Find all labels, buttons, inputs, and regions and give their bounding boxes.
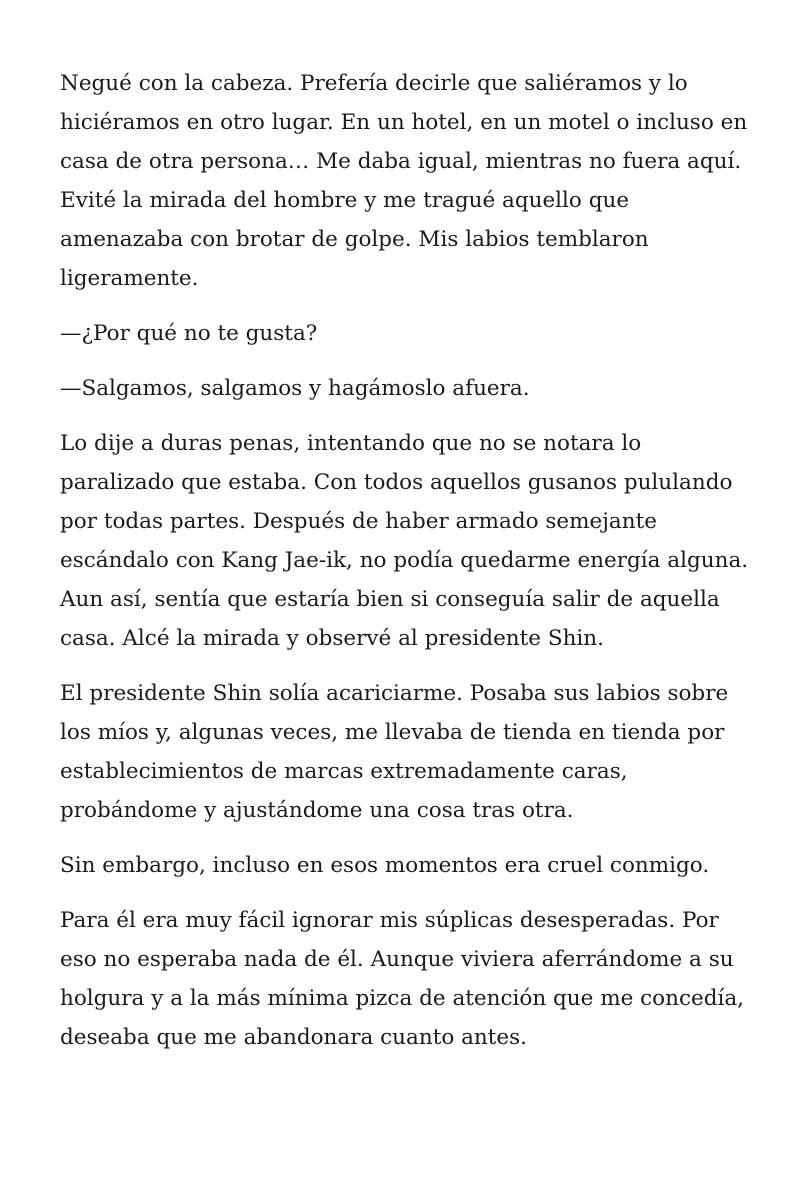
paragraph-6: Sin embargo, incluso en esos momentos era cruel conmigo. xyxy=(60,853,710,878)
paragraph-5: El presidente Shin solía acariciarme. Posaba sus labios sobre los míos y, algunas veces, me llevaba de tienda en tienda por establecimientos de marcas extremadamente caras, probándome y ajustándome una cosa tras otra. xyxy=(60,681,729,823)
paragraph-4: Lo dije a duras penas, intentando que no se notara lo paralizado que estaba. Con todos aquellos gusanos pululando por todas partes. Después de haber armado semejante escándalo con Kang Jae-ik, no podía quedarme energía alguna. Aun así, sentía que estaría bien si conseguía salir de aquella casa. Alcé la mirada y observé al presidente Shin. xyxy=(60,431,749,651)
page-body xyxy=(60,64,750,1073)
paragraph-3-dialogue: —Salgamos, salgamos y hagámoslo afuera. xyxy=(60,376,530,401)
paragraph-1: Negué con la cabeza. Prefería decirle que saliéramos y lo hiciéramos en otro lugar. En un hotel, en un motel o incluso en casa de otra persona… Me daba igual, mientras no fuera aquí. Evité la mirada del hombre y me tragué aquello que amenazaba con brotar de golpe. Mis labios temblaron ligeramente. xyxy=(60,71,748,291)
paragraph-7: Para él era muy fácil ignorar mis súplicas desesperadas. Por eso no esperaba nada de él. Aunque viviera aferrándome a su holgura y a la más mínima pizca de atención que me concedía, deseaba que me abandonara cuanto antes. xyxy=(60,908,745,1050)
paragraph-2-dialogue: —¿Por qué no te gusta? xyxy=(60,321,318,346)
